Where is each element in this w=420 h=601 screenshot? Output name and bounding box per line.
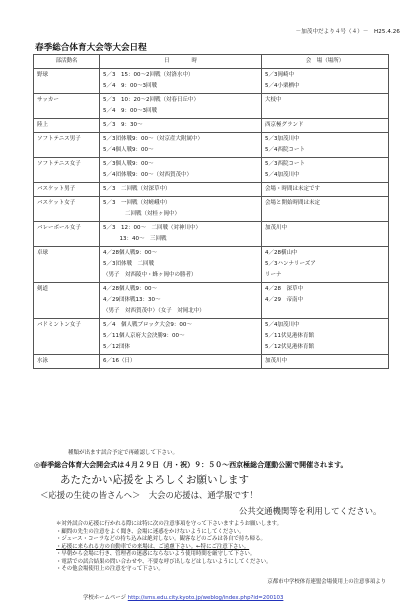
datetime-line: 5／4団体戦9：00～（対西賀茂中）: [103, 172, 192, 178]
table-header-row: [34, 55, 389, 69]
datetime-cell: [100, 319, 262, 355]
datetime-cell: [100, 94, 262, 119]
rule-item: ・その他会場使用上の注意を守って下さい。: [56, 566, 164, 572]
venue-line: 西京極グランド: [265, 122, 304, 128]
table-row: [34, 183, 389, 197]
datetime-line: 5／4 9：00～3回戦: [103, 83, 157, 89]
club-name-cell: ソフトテニス男子: [34, 133, 100, 158]
datetime-line: 4／28個人戦9：00～: [103, 286, 157, 292]
table-row: [34, 69, 389, 94]
datetime-cell: [100, 69, 262, 94]
rule-item: ・電話での試合結果の問い合わせや、不要な呼び出しなどはしないようにしてください。: [56, 558, 272, 565]
rule-item: ・ジュース・コーラなどの持ち込みは絶対しない。観客などのごみは各自で持ち帰る。: [56, 536, 266, 542]
venue-line: 5／3岡崎中: [265, 72, 294, 78]
venue-line: 5／4加茂川中: [265, 172, 300, 178]
rules-list: [56, 521, 282, 574]
venue-cell: [262, 69, 389, 94]
venue-line: 加茂川中: [265, 358, 288, 364]
table-row: [34, 283, 389, 319]
venue-cell: [262, 183, 389, 197]
venue-line: 会場と開始時間は未定: [265, 200, 321, 206]
venue-cell: [262, 283, 389, 319]
venue-line: 会場・時間は未定です: [265, 186, 321, 192]
schedule-note: 種類が出ます試合予定で再確認して下さい。: [68, 450, 179, 456]
datetime-line: 13：40～ 三回戦: [103, 236, 167, 242]
venue-cell: [262, 222, 389, 247]
venue-cell: [262, 158, 389, 183]
venue-line: 5／12伏見港体育館: [265, 344, 314, 350]
club-name-cell: 卓球: [34, 247, 100, 283]
venue-cell: [262, 119, 389, 133]
table-row: [34, 319, 389, 355]
datetime-line: 5／12団体: [103, 344, 130, 350]
rules-source: 京都市中学校体育連盟会場使用上の注意事項より: [267, 579, 386, 585]
table-row: [34, 158, 389, 183]
homepage-link[interactable]: http://sms.edu.city.kyoto.jp/weblog/index.php?id=200103: [127, 595, 284, 601]
venue-line: [265, 234, 385, 245]
venue-line: 5／3ハンナリーズア: [265, 261, 316, 267]
datetime-cell: [100, 222, 262, 247]
club-name-cell: バスケット男子: [34, 183, 100, 197]
datetime-line: （男子 対西陵中・蜂ヶ岡中の勝者）: [103, 272, 197, 278]
venue-cell: [262, 355, 389, 369]
table-row: [34, 247, 389, 283]
rule-item: ・早朝から会場に行き、管理者の迷惑にならないよう使用時間を厳守して下さい。: [56, 551, 256, 557]
datetime-line: 4／28個人戦9：00～: [103, 250, 157, 256]
column-header-venue: 会 場（場所）: [262, 55, 389, 69]
datetime-cell: [100, 283, 262, 319]
club-name-cell: 水泳: [34, 355, 100, 369]
datetime-cell: [100, 197, 262, 222]
club-name-cell: バレーボール女子: [34, 222, 100, 247]
table-row: [34, 222, 389, 247]
venue-line: [265, 306, 385, 317]
venue-line: 5／4加茂川中: [265, 322, 300, 328]
datetime-cell: [100, 355, 262, 369]
datetime-line: 5／3個人戦9：00～: [103, 161, 154, 167]
datetime-line: 6／16（日）: [103, 358, 136, 364]
table-row: [34, 197, 389, 222]
venue-line: 5／4西院コート: [265, 147, 305, 153]
datetime-line: 5／3団体戦9：00～（対京産大附属中）: [103, 136, 203, 142]
datetime-line: 二回戦（対桂ヶ岡中）: [103, 211, 181, 217]
datetime-cell: [100, 119, 262, 133]
datetime-line: 5／3 12：00～ 二回戦（対神川中）: [103, 225, 201, 231]
cheer-message: あたたかい応援をよろしくお願いします: [60, 474, 249, 486]
rule-item: ・応援に来られる方の自動車での来場は、ご遠慮下さい。←特にご注意下さい。: [56, 543, 250, 550]
datetime-line: 4／29団体戦13：30～: [103, 297, 161, 303]
schedule-body: [34, 69, 389, 369]
venue-line: 4／28 深草中: [265, 286, 303, 292]
newsletter-header: －加茂中だより４号（４）－ H25.4.26: [295, 29, 400, 35]
club-name-cell: サッカー: [34, 94, 100, 119]
page-title: 春季総合体育大会等大会日程: [35, 43, 147, 53]
venue-cell: [262, 247, 389, 283]
datetime-line: 5／11個人京府大会決勝9：00～: [103, 333, 185, 339]
venue-cell: [262, 94, 389, 119]
venue-line: 加茂川中: [265, 225, 288, 231]
venue-line: 5／4小栗栖中: [265, 83, 300, 89]
club-name-cell: 陸上: [34, 119, 100, 133]
datetime-cell: [100, 133, 262, 158]
datetime-cell: [100, 158, 262, 183]
table-row: [34, 133, 389, 158]
venue-line: [265, 209, 385, 220]
datetime-line: 5／3 二回戦（対深草中）: [103, 186, 171, 192]
students-message: ＜応援の生徒の皆さんへ＞ 大会の応援は、通学服です！: [40, 490, 258, 500]
venue-cell: [262, 133, 389, 158]
datetime-line: （男子 対西賀茂中）（女子 対岡北中）: [103, 308, 205, 314]
venue-line: 5／3加茂川中: [265, 136, 300, 142]
opening-ceremony-announcement: ◎春季総合体育大会開会式は４月２９日（月・祝）９：５０～西京極総合運動公園で開催されます。: [34, 461, 348, 469]
club-name-cell: バドミントン女子: [34, 319, 100, 355]
datetime-line: 5／3 10：20～2回戦（対春日丘中）: [103, 97, 199, 103]
venue-line: [265, 106, 385, 117]
schedule-table: [33, 54, 389, 369]
datetime-line: 5／3団体戦 二回戦: [103, 261, 154, 267]
column-header-datetime: 日 時: [100, 55, 262, 69]
table-row: [34, 355, 389, 369]
transit-message: 公共交通機関等を利用してください。: [239, 506, 382, 516]
column-header-club: 部活動名: [34, 55, 100, 69]
club-name-cell: バスケット女子: [34, 197, 100, 222]
table-row: [34, 94, 389, 119]
rule-item: ・顧問の先生の注意をよく聞き、会場に迷惑をかけないようにしてください。: [56, 528, 245, 535]
footer: [83, 593, 283, 601]
venue-line: 4／29 帝南中: [265, 297, 303, 303]
venue-line: 4／28横山中: [265, 250, 298, 256]
club-name-cell: 剣道: [34, 283, 100, 319]
venue-line: リーナ: [265, 272, 282, 278]
venue-line: 5／3西院コート: [265, 161, 305, 167]
datetime-cell: [100, 247, 262, 283]
table-row: [34, 119, 389, 133]
venue-cell: [262, 319, 389, 355]
venue-line: 5／11伏見港体育館: [265, 333, 314, 339]
venue-line: 大枝中: [265, 97, 282, 103]
footer-label: 学校ホームページ: [83, 595, 127, 601]
club-name-cell: ソフトテニス女子: [34, 158, 100, 183]
venue-cell: [262, 197, 389, 222]
datetime-line: 5／3 一回戦（対嵯峨中）: [103, 200, 171, 206]
datetime-line: 5／3 9：30～: [103, 122, 143, 128]
datetime-line: 5／3 15：00～2回戦（対洛水中）: [103, 72, 194, 78]
datetime-cell: [100, 183, 262, 197]
datetime-line: 5／4 個人戦ブロック大会9：00～: [103, 322, 192, 328]
datetime-line: 5／4 9：00～3回戦: [103, 108, 157, 114]
rules-intro: ＊対外試合の応援に行かれる際には特に次の注意事項を守って下さいますようお願いします。: [56, 521, 282, 527]
datetime-line: 5／4個人戦9：00～: [103, 147, 154, 153]
club-name-cell: 野球: [34, 69, 100, 94]
